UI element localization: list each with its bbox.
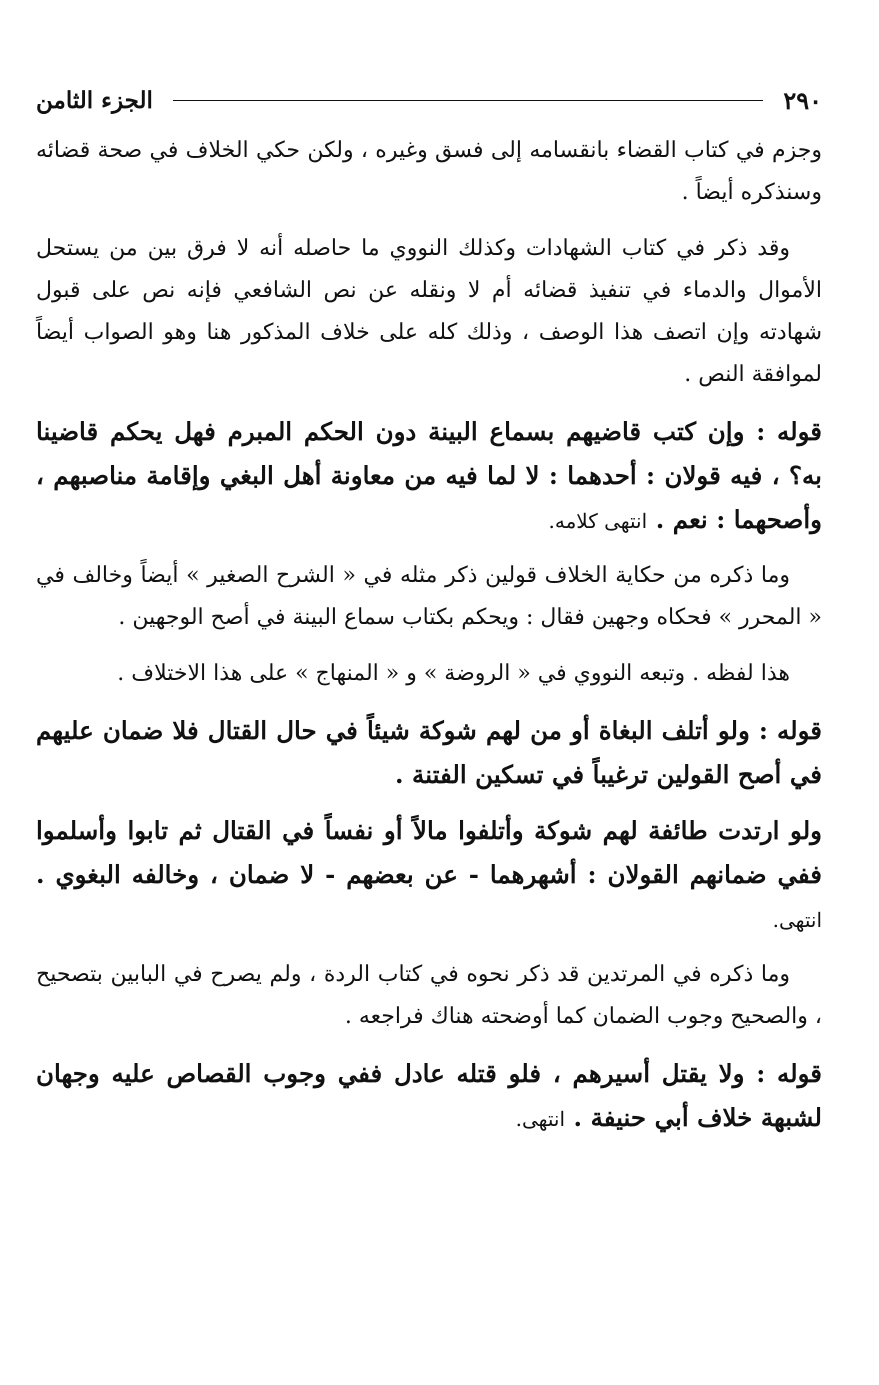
- quoted-passage-text: قوله : وإن كتب قاضيهم بسماع البينة دون الحكم المبرم فهل يحكم قاضينا به؟ ، فيه قولان : أحدهما : لا لما فيه من معاونة أهل البغي وإقامة مناصبهم ، وأصحهما : نعم .: [36, 417, 822, 534]
- running-title: الجزء الثامن: [36, 86, 153, 114]
- end-note: انتهى.: [772, 908, 822, 932]
- quoted-passage-text: قوله : ولو أتلف البغاة أو من لهم شوكة شيئاً في حال القتال فلا ضمان عليهم في أصح القولين ترغيباً في تسكين الفتنة .: [36, 716, 822, 789]
- paragraph-text: وما ذكره من حكاية الخلاف قولين ذكر مثله في « الشرح الصغير » أيضاً وخالف في « المحرر » فحكاه وجهين فقال : ويحكم بكتاب سماع البينة في أصح الوجهين .: [36, 563, 822, 630]
- quoted-passage-text: قوله : ولا يقتل أسيرهم ، فلو قتله عادل ففي وجوب القصاص عليه وجهان لشبهة خلاف أبي حنيفة .: [36, 1059, 822, 1132]
- header-rule: [173, 100, 763, 101]
- paragraph-text: هذا لفظه . وتبعه النووي في « الروضة » و « المنهاج » على هذا الاختلاف .: [117, 661, 790, 686]
- paragraph: [36, 130, 822, 214]
- paragraph: [36, 954, 822, 1038]
- paragraph: [36, 653, 822, 695]
- end-note: انتهى كلامه.: [548, 509, 648, 533]
- body-text: [36, 130, 822, 1153]
- quoted-passage: [36, 709, 822, 797]
- quoted-passage-text: ولو ارتدت طائفة لهم شوكة وأتلفوا مالاً أو نفساً في القتال ثم تابوا وأسلموا ففي ضمانهم القولان : أشهرهما - عن بعضهم - لا ضمان ، وخالفه البغوي .: [36, 816, 822, 889]
- page-number: ٢٩٠: [783, 85, 822, 115]
- paragraph: [36, 555, 822, 639]
- end-note: انتهى.: [515, 1107, 565, 1131]
- paragraph-text: وقد ذكر في كتاب الشهادات وكذلك النووي ما حاصله أنه لا فرق بين من يستحل الأموال والدماء في تنفيذ قضائه أم لا ونقله عن نص الشافعي فإنه نص على قبول شهادته وإن اتصف هذا الوصف ، وذلك كله على خلاف المذكور هنا وهو الصواب أيضاً لموافقة النص .: [36, 236, 822, 387]
- quoted-passage: [36, 410, 822, 543]
- quoted-passage: [36, 1052, 822, 1141]
- paragraph-text: وما ذكره في المرتدين قد ذكر نحوه في كتاب الردة ، ولم يصرح في البابين بتصحيح ، والصحيح وجوب الضمان كما أوضحته هناك فراجعه .: [36, 962, 822, 1029]
- page-header: [36, 82, 822, 118]
- paragraph-text: وجزم في كتاب القضاء بانقسامه إلى فسق وغيره ، ولكن حكي الخلاف في صحة قضائه وسنذكره أيضاً .: [36, 138, 822, 205]
- paragraph: [36, 228, 822, 396]
- quoted-passage: [36, 809, 822, 942]
